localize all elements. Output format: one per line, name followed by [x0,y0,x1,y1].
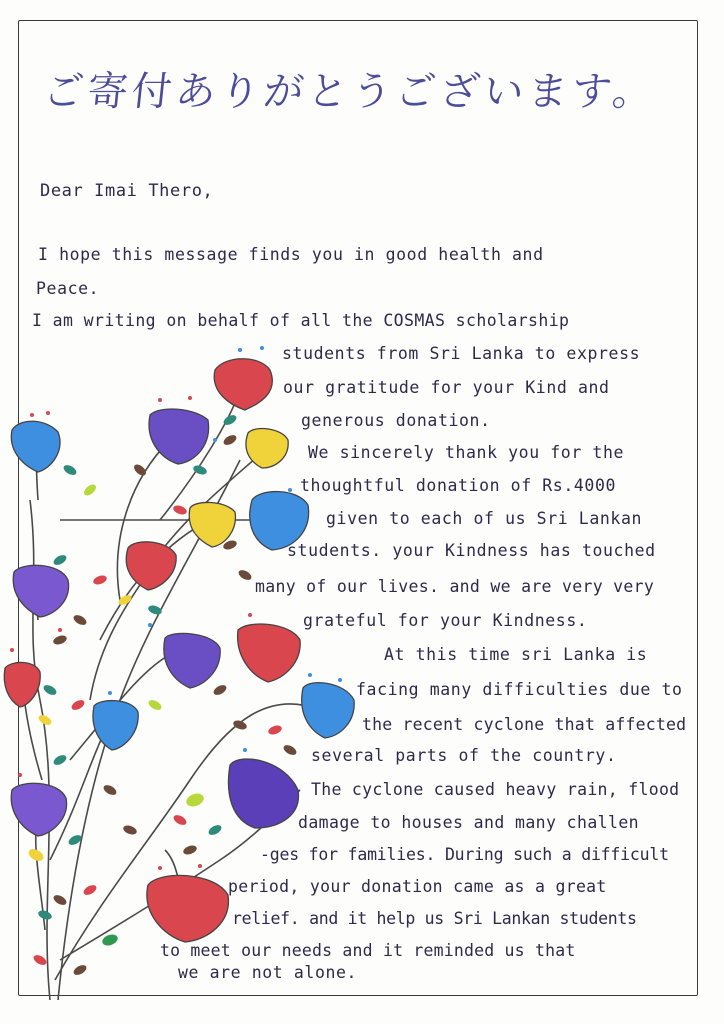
leaf [37,713,53,727]
purple-flower [11,783,66,836]
letter-line: the recent cyclone that affected [362,715,687,734]
dot [338,678,342,682]
letter-line: -ges for families. During such a difficult [260,845,669,864]
leaf [82,883,98,897]
flower-stem [90,570,150,700]
letter-line: generous donation. [301,411,491,430]
dot [238,348,242,352]
leaf [70,698,86,712]
leaf [72,613,88,627]
letter-line: students from Sri Lanka to express [282,344,641,363]
dot [108,691,112,695]
leaf [92,574,108,586]
purple-flower [149,409,209,464]
dot [58,628,62,632]
letter-line: I am writing on behalf of all the COSMAS scholarship [32,311,570,330]
letter-line: The cyclone caused heavy rain, flood [311,780,680,799]
dot [243,748,247,752]
leaf [172,504,188,516]
dot [198,864,202,868]
leaf [184,791,205,808]
salutation: Dear Imai Thero, [40,181,214,201]
leaf [212,683,228,697]
dot [213,438,217,442]
leaf [37,909,53,921]
leaf [72,963,88,977]
leaf [52,634,68,646]
dot [30,413,34,417]
letter-line: students. your Kindness has touched [287,541,656,560]
dot [288,488,292,492]
leaf [102,783,118,797]
letter-line: relief. and it help us Sri Lankan students [232,909,637,928]
red-flower [126,542,176,590]
letter-line: Peace. [36,279,100,298]
letter-line: damage to houses and many challen [298,813,640,832]
dot [308,673,312,677]
dot [188,396,192,400]
leaf [222,433,238,447]
dot [260,346,264,350]
letter-line: our gratitude for your Kind and [283,378,610,397]
dot [18,773,22,777]
red-flower [214,359,272,410]
leaf [267,724,283,736]
leaf [172,813,188,827]
leaf [101,933,119,948]
letter-line: period, your donation came as a great [228,877,607,896]
purple-flower [13,565,68,617]
yellow-flower [189,502,235,547]
dot [248,613,252,617]
dot [10,648,14,652]
leaf [282,743,298,757]
dot [158,866,162,870]
leaf [32,953,48,967]
dot [46,411,50,415]
purple-flower [164,633,220,688]
red-flower [4,662,40,707]
page-title: ご寄付ありがとうございます。 [41,69,659,115]
letter-line: thoughtful donation of Rs.4000 [300,476,617,495]
blue-flower [302,683,354,738]
leaf [82,482,98,497]
leaf [52,893,68,907]
dot [158,398,162,402]
dot [148,543,152,547]
letter-line: we are not alone. [178,963,358,982]
leaf [122,824,138,836]
purple-flower [228,759,298,828]
leaf [62,463,78,477]
letter-line: several parts of the country. [311,746,617,765]
letter-line: grateful for your Kindness. [303,611,588,630]
blue-flower [11,421,60,472]
leaf [182,844,198,856]
leaf [52,553,68,567]
letter-line: given to each of us Sri Lankan [326,509,643,528]
dot [148,623,152,627]
letter-line: facing many difficulties due to [356,680,683,699]
letter-line: I hope this message finds you in good health and [38,245,544,264]
leaf [52,753,68,767]
leaf [237,568,253,582]
leaf [147,604,163,616]
letter-line: We sincerely thank you for the [308,443,625,462]
red-flower [238,624,301,682]
leaf [42,683,58,697]
red-flower [147,875,229,942]
letter-line: to meet our needs and it reminded us that [160,941,576,960]
leaf [147,698,163,712]
leaf [232,719,248,731]
leaf [207,823,223,837]
letter-line: At this time sri Lanka is [384,645,648,664]
letter-line: many of our lives. and we are very very [255,577,655,596]
